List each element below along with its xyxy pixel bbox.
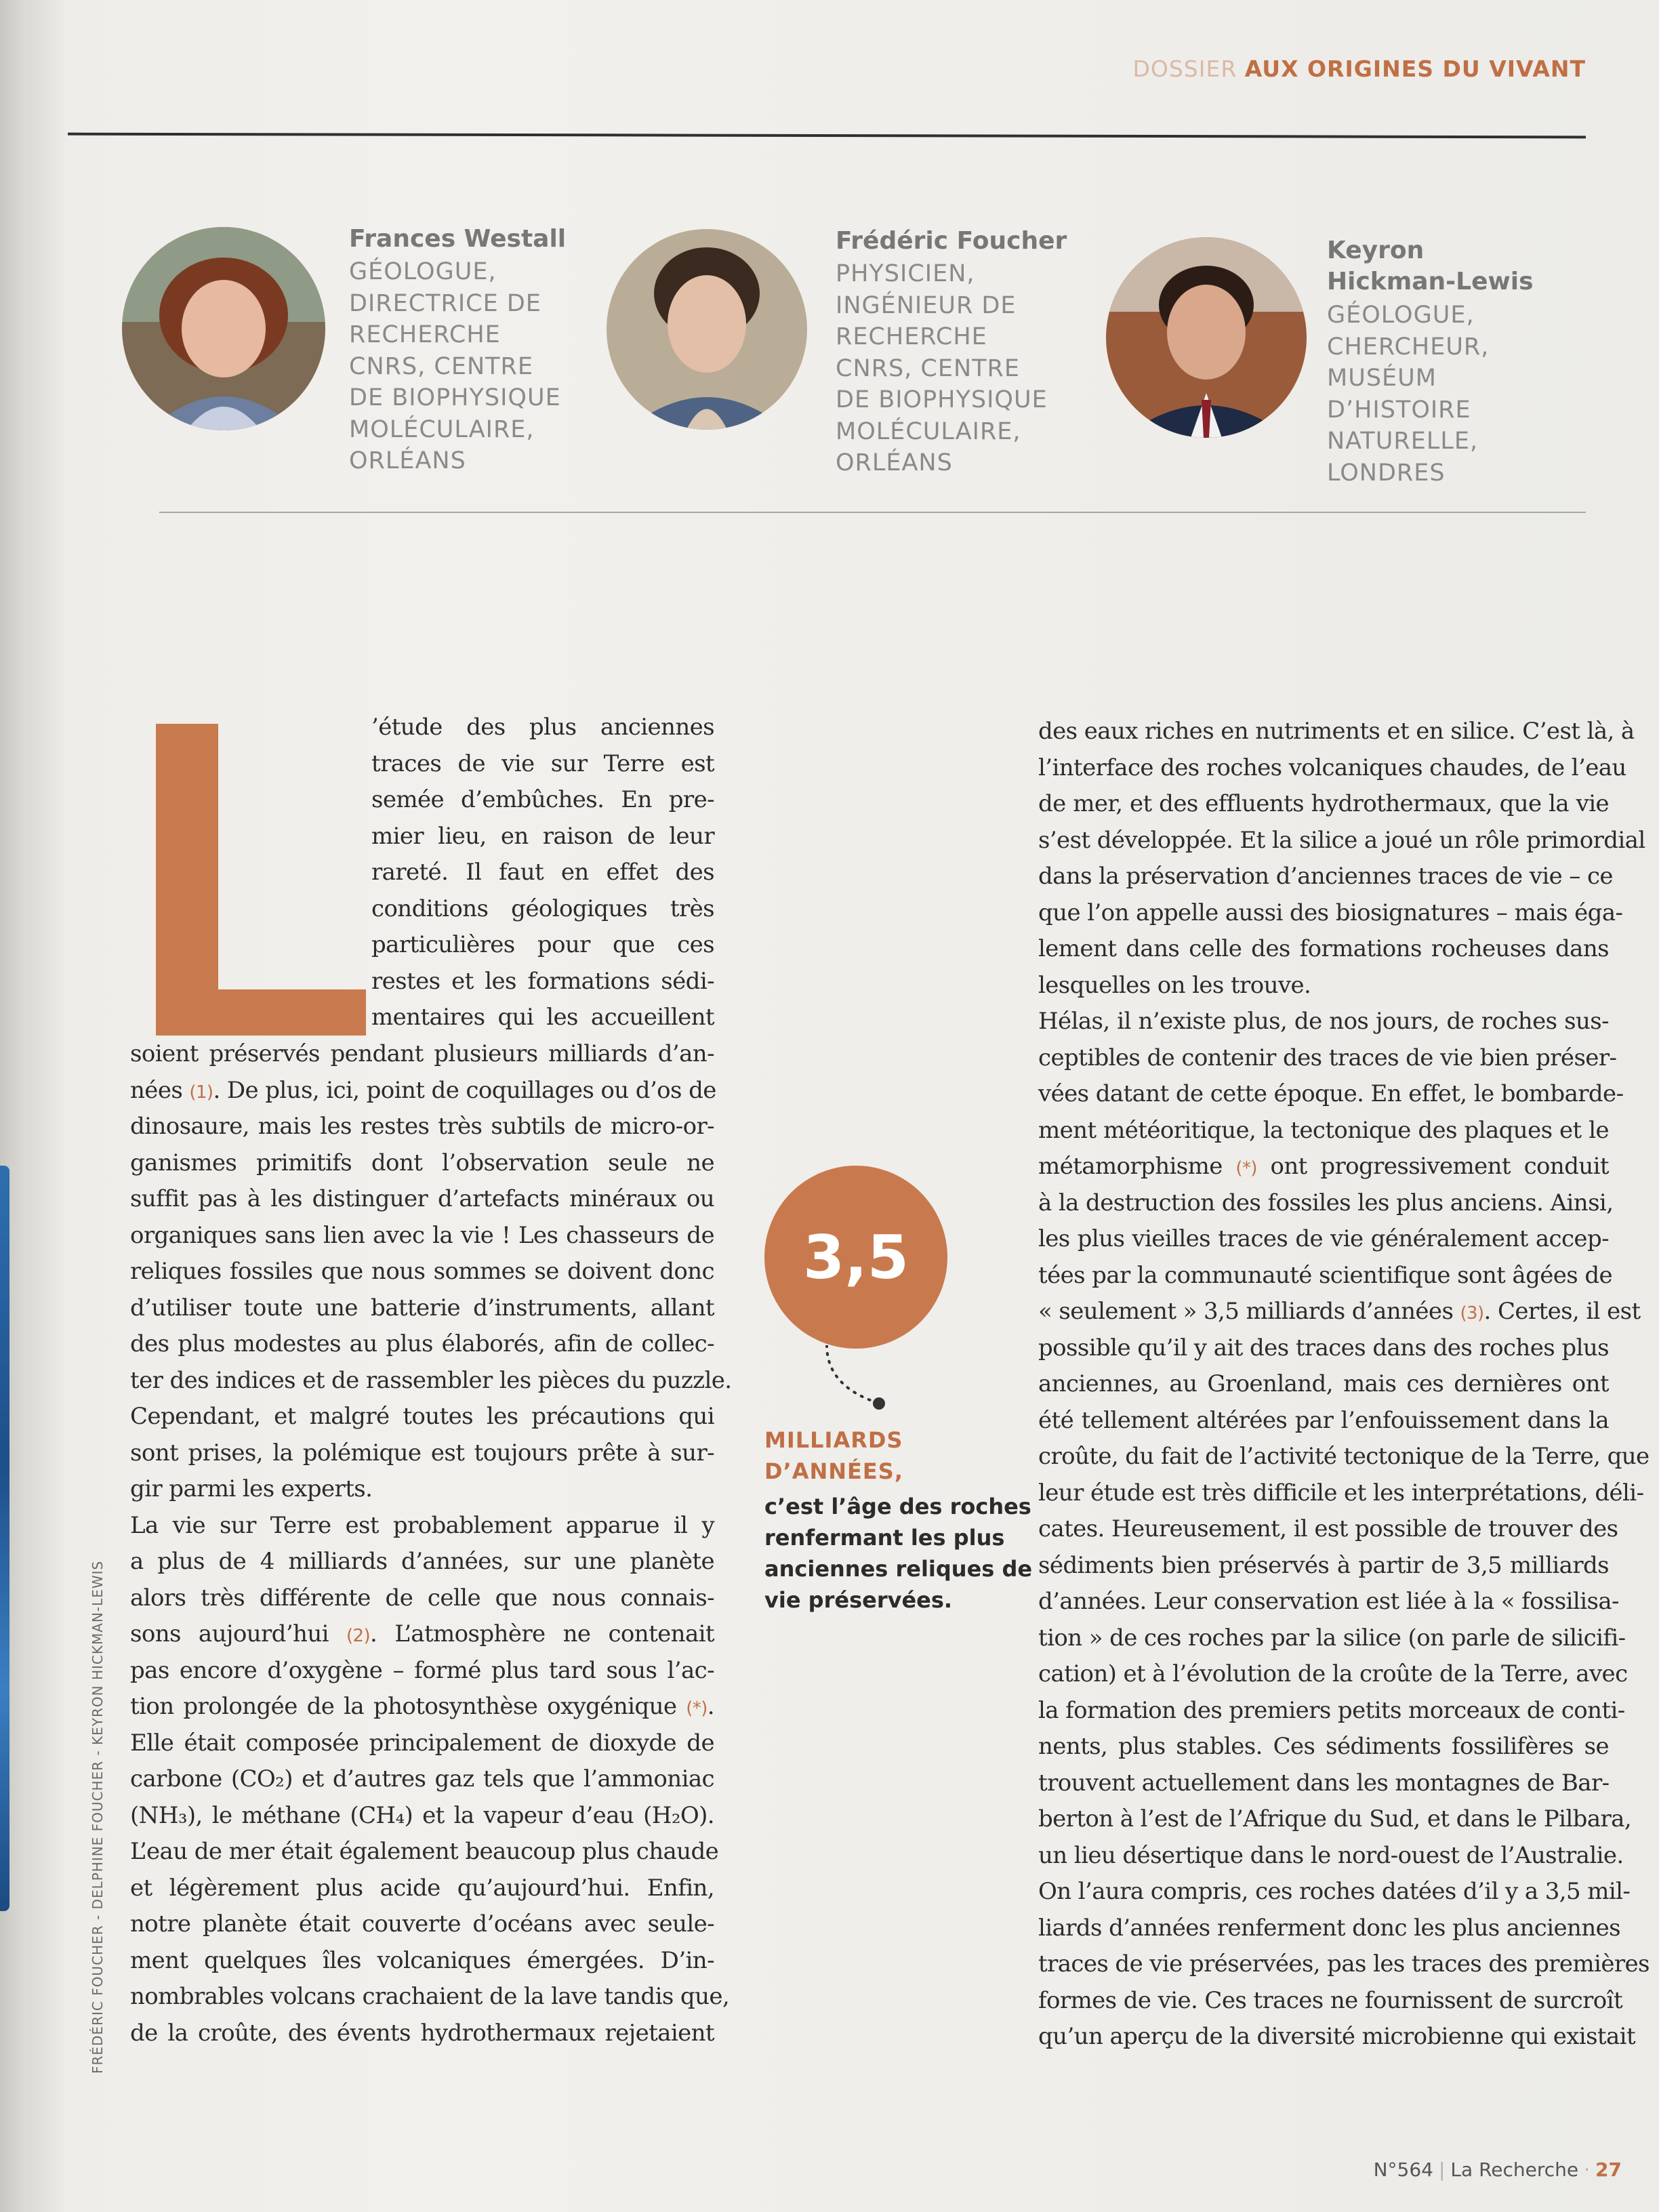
header-kicker: DOSSIER xyxy=(1132,56,1237,82)
magazine-page xyxy=(27,0,1659,2212)
header-title: AUX ORIGINES DU VIVANT xyxy=(1244,56,1586,82)
author-photo-hickman-lewis xyxy=(1106,237,1307,438)
highlight-label: MILLIARDS D’ANNÉES, xyxy=(764,1427,903,1484)
article-column-1: soient préservés pendant plusieurs milliards d’an- nées (1). De plus, ici, point de coquillages ou d’os de dinosaure, mais les restes très subtils de micro-or- ganismes primitifs dont l’observation seule ne suffit pas à les distinguer d’artefacts minéraux ou organiques sans lien avec la vie ! Les chasseurs de reliques fossiles que nous sommes se doivent donc d’utiliser toute une batterie d’instruments, allant des plus modestes au plus élaborés, afin de collec- ter des indices et de rassembler les pièces du puzzle. Cependant, et malgré toutes les précautions qui sont prises, la polémique est toujours prête à sur- gir parmi les experts. La vie sur Terre est probablement apparue il y a plus de 4 milliards d’années, sur une planète alors très différente de celle que nous connais- sons aujourd’hui (2). L’atmosphère ne contenait pas encore d’oxygène – formé plus tard sous l’ac- tion prolongée de la photosynthèse oxygénique (*). Elle était composée principalement de dioxyde de carbone (CO₂) et d’autres gaz tels que l’ammoniac (NH₃), le méthane (CH₄) et la vapeur d’eau (H₂O). L’eau de mer était également beaucoup plus chaude et légèrement plus acide qu’aujourd’hui. Enfin, notre planète était couverte d’océans avec seule- ment quelques îles volcaniques émergées. D’in- nombrables volcans crachaient de la lave tandis que, de la croûte, des évents hydrothermaux rejetaient xyxy=(130,1040,732,2047)
page-edge-strip xyxy=(0,1166,9,1911)
author-photo-westall xyxy=(122,227,325,430)
section-header xyxy=(1132,56,1586,82)
author-name: Frances Westall xyxy=(349,225,567,253)
author-name: Keyron Hickman-Lewis xyxy=(1327,237,1534,295)
reference-marker: (2) xyxy=(346,1626,370,1646)
magazine-name: La Recherche xyxy=(1450,2158,1579,2181)
photo-credit: FRÉDÉRIC FOUCHER - DELPHINE FOUCHER - KEYRON HICKMAN-LEWIS xyxy=(89,1560,106,2074)
reference-marker: (*) xyxy=(1235,1158,1257,1179)
reference-marker: (3) xyxy=(1460,1303,1484,1324)
dotted-connector xyxy=(813,1345,888,1413)
highlight-number: 3,5 xyxy=(803,1222,909,1292)
authors-rule xyxy=(159,512,1586,513)
author-role: PHYSICIEN, INGÉNIEUR DE RECHERCHE CNRS, CENTRE DE BIOPHYSIQUE MOLÉCULAIRE, ORLÉANS xyxy=(836,260,1048,476)
header-rule xyxy=(68,133,1586,139)
article-column-2: des eaux riches en nutriments et en silice. C’est là, à l’interface des roches volcaniques chaudes, de l’eau de mer, et des effluents hydrothermaux, que la vie s’est développée. Et la silice a joué un rôle primordial dans la préservation d’anciennes traces de vie – ce que l’on appelle aussi des biosignatures – mais éga- lement dans celle des formations rocheuses dans lesquelles on les trouve. Hélas, il n’existe plus, de nos jours, de roches sus- ceptibles de contenir des traces de vie bien préser- vées datant de cette époque. En effet, le bombarde- ment météoritique, la tectonique des plaques et le métamorphisme (*) ont progressivement conduit à la destruction des fossiles les plus anciens. Ainsi, les plus vieilles traces de vie généralement accep- tées par la communauté scientifique sont âgées de « seulement » 3,5 milliards d’années (3). Certes, il est possible qu’il y ait des traces dans des roches plus anciennes, au Groenland, mais ces dernières ont été tellement altérées par l’enfouissement dans la croûte, du fait de l’activité tectonique de la Terre, que leur étude est très difficile et les interprétations, déli- cates. Heureusement, il est possible de trouver des sédiments bien préservés à partir de 3,5 milliards d’années. Leur conservation est liée à la « fossilisa- tion » de ces roches par la silice (on parle de silicifi- cation) et à l’évolution de la croûte de la Terre, avec la formation des premiers petits morceaux de conti- nents, plus stables. Ces sédiments fossilifères se trouvent actuellement dans les montagnes de Bar- berton à l’est de l’Afrique du Sud, et dans le Pilbara, un lieu désertique dans le nord-ouest de l’Australie. On l’aura compris, ces roches datées d’il y a 3,5 mil- liards d’années renferment donc les plus anciennes traces de vie préservées, pas les traces des premières formes de vie. Ces traces ne fournissent de surcroît qu’un aperçu de la diversité microbienne qui existait xyxy=(1038,718,1650,2050)
dropcap-l xyxy=(156,724,366,1036)
author-photo-foucher xyxy=(607,229,807,430)
reference-marker: (*) xyxy=(686,1698,708,1719)
page-number: 27 xyxy=(1595,2158,1622,2181)
author-role: GÉOLOGUE, DIRECTRICE DE RECHERCHE CNRS, CENTRE DE BIOPHYSIQUE MOLÉCULAIRE, ORLÉANS xyxy=(349,258,561,474)
highlight-number-bubble xyxy=(764,1166,947,1349)
author-role: GÉOLOGUE, CHERCHEUR, MUSÉUM D’HISTOIRE NATURELLE, LONDRES xyxy=(1327,302,1490,487)
page-footer: N°564 | La Recherche · 27 xyxy=(1373,2158,1622,2181)
reference-marker: (1) xyxy=(189,1082,213,1103)
article-lead-text: ’étude des plus anciennes traces de vie sur Terre est semée d’embûches. En pre- mier lieu, en raison de leur rareté. Il faut en effet des conditions géologiques très particulières pour que ces restes et les formations sédi- mentaires qui les accueillent xyxy=(371,714,714,1031)
issue-number: N°564 xyxy=(1373,2158,1433,2181)
author-name: Frédéric Foucher xyxy=(836,227,1067,255)
highlight-caption: c’est l’âge des roches renfermant les plus anciennes reliques de vie préservées. xyxy=(764,1494,1033,1613)
